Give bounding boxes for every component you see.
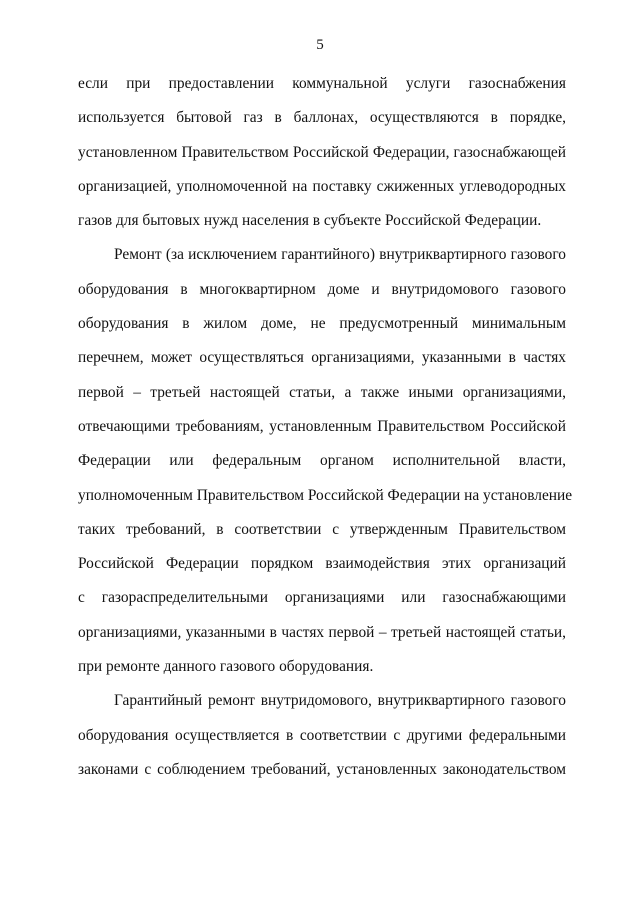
text-line: установленном Правительством Российской Федерации, газоснабжающей (78, 143, 566, 161)
text-line: законами с соблюдением требований, установленных законодательством (78, 760, 566, 778)
text-line: газов для бытовых нужд населения в субъекте Российской Федерации. (78, 212, 542, 230)
text-line: используется бытовой газ в баллонах, осуществляются в порядке, (78, 109, 566, 127)
text-line: при ремонте данного газового оборудования. (78, 658, 374, 676)
document-body (78, 72, 573, 792)
text-line: Федерации или федеральным органом исполнительной власти, (78, 452, 566, 470)
text-line: организацией, уполномоченной на поставку сжиженных углеводородных (78, 177, 566, 195)
text-line: первой – третьей настоящей статьи, а также иными организациями, (78, 383, 566, 401)
paragraph-repair (78, 243, 573, 689)
text-line: с газораспределительными организациями или газоснабжающими (78, 589, 566, 607)
text-line: Гарантийный ремонт внутридомового, внутриквартирного газового (114, 692, 566, 710)
text-line: отвечающими требованиям, установленным Правительством Российской (78, 417, 566, 435)
text-line: уполномоченным Правительством Российской Федерации на установление (78, 486, 573, 504)
paragraph-gas-cylinders (78, 72, 566, 243)
text-line: оборудования в жилом доме, не предусмотренный минимальным (78, 315, 566, 333)
text-line: оборудования осуществляется в соответствии с другими федеральными (78, 726, 566, 744)
text-line: Российской Федерации порядком взаимодействия этих организаций (78, 555, 566, 573)
text-line: оборудования в многоквартирном доме и внутридомового газового (78, 280, 566, 298)
text-line: если при предоставлении коммунальной услуги газоснабжения (78, 75, 566, 92)
page-number: 5 (316, 37, 324, 53)
text-line: таких требований, в соответствии с утвержденным Правительством (78, 520, 566, 538)
text-line: Ремонт (за исключением гарантийного) внутриквартирного газового (114, 246, 566, 264)
text-line: перечнем, может осуществляться организациями, указанными в частях (78, 349, 566, 367)
paragraph-warranty-repair (78, 689, 566, 792)
text-line: организациями, указанными в частях первой – третьей настоящей статьи, (78, 623, 566, 641)
